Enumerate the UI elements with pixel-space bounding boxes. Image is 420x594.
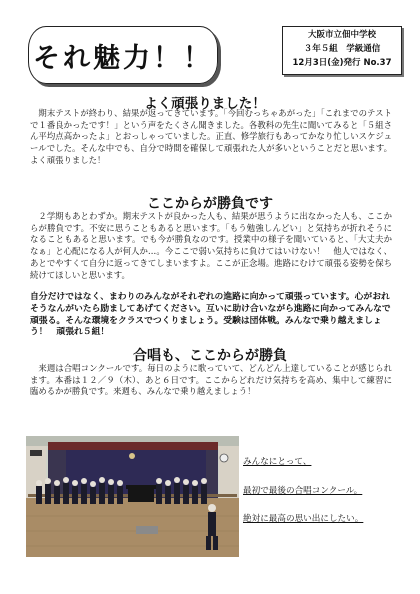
- section1-paragraph: 期末テストが終わり、結果が返ってきています。「今回むっちゃあがった」「これまでのテストで１番良かったです！」という声をたくさん聞きました。各教科の先生に聞いてみると「５組さん平均点高かったよ」とおっしゃっていました。正直、修学旅行もあってかなり忙しいスケジュールでした。そんな中でも、自分で時間を確保して頑張れた人が多いということだと思います。よく頑張りました！: [30, 108, 392, 165]
- school-name: 大阪市立佃中学校: [307, 30, 376, 40]
- newsletter-title: それ魅力！！: [33, 42, 213, 74]
- section2-emphasis: 自分だけではなく、まわりのみんながそれぞれの進路に向かって頑張っています。心がおれそうなんがいたら励ましてあげてください。互いに助け合いながら進路に向かってみんなで頑張る。そんな環境をクラスでつくりましょう。受験は団体戦。みんなで乗り越えましょう！ 頑張れ５組！: [30, 292, 391, 338]
- chorus-practice-photo: [26, 436, 239, 557]
- section1-body: [30, 108, 392, 167]
- section2-heading: ここからが勝負です: [147, 196, 273, 212]
- title-box: [28, 26, 218, 84]
- newsletter-header: [28, 26, 400, 84]
- photo-caption-2: 最初で最後の合唱コンクール。: [243, 486, 363, 496]
- section3-paragraph: 来週は合唱コンクールです。毎日のように歌っていて、どんどん上達していることが感じられます。本番は１２／９（木）、あと６日です。ここからどれだけ気持ちを高め、集中して練習に臨めるかが勝負です。来週も、みんなで乗り越えましょう！: [30, 363, 392, 397]
- photo-caption-1: みんなにとって、: [243, 457, 312, 467]
- issue-info-box: [282, 26, 402, 75]
- section3-heading: 合唱も、ここからが勝負: [133, 348, 287, 364]
- section3-body: [30, 363, 392, 398]
- section2-body: [30, 211, 392, 281]
- section2-paragraph: ２学期もあとわずか。期末テストが良かった人も、結果が思うように出なかった人も、ここからが勝負です。不安に思うこともあると思います。「もう勉強しんどい」と気持ちが折れそうになることもあると思います。でも今が勝負なのです。授業中の様子を聞いていると、「大丈夫かなぁ」と心配になる人が何人か…。今ここで弱い気持ちに負けてはいけない！ 他人ではなく、あとでやすくて自分に返ってきてしまいますよ。ここが正念場。進路にむけて頑張る姿勢を保ち続けてほしいと思います。: [30, 211, 392, 280]
- issue-line: 12月3日(金)発行 No.37: [292, 58, 392, 68]
- class-line: ３年５組 学級通信: [303, 44, 381, 54]
- section1-heading: よく頑張りました！: [144, 96, 266, 112]
- photo-caption-3: 絶対に最高の思い出にしたい。: [243, 514, 364, 524]
